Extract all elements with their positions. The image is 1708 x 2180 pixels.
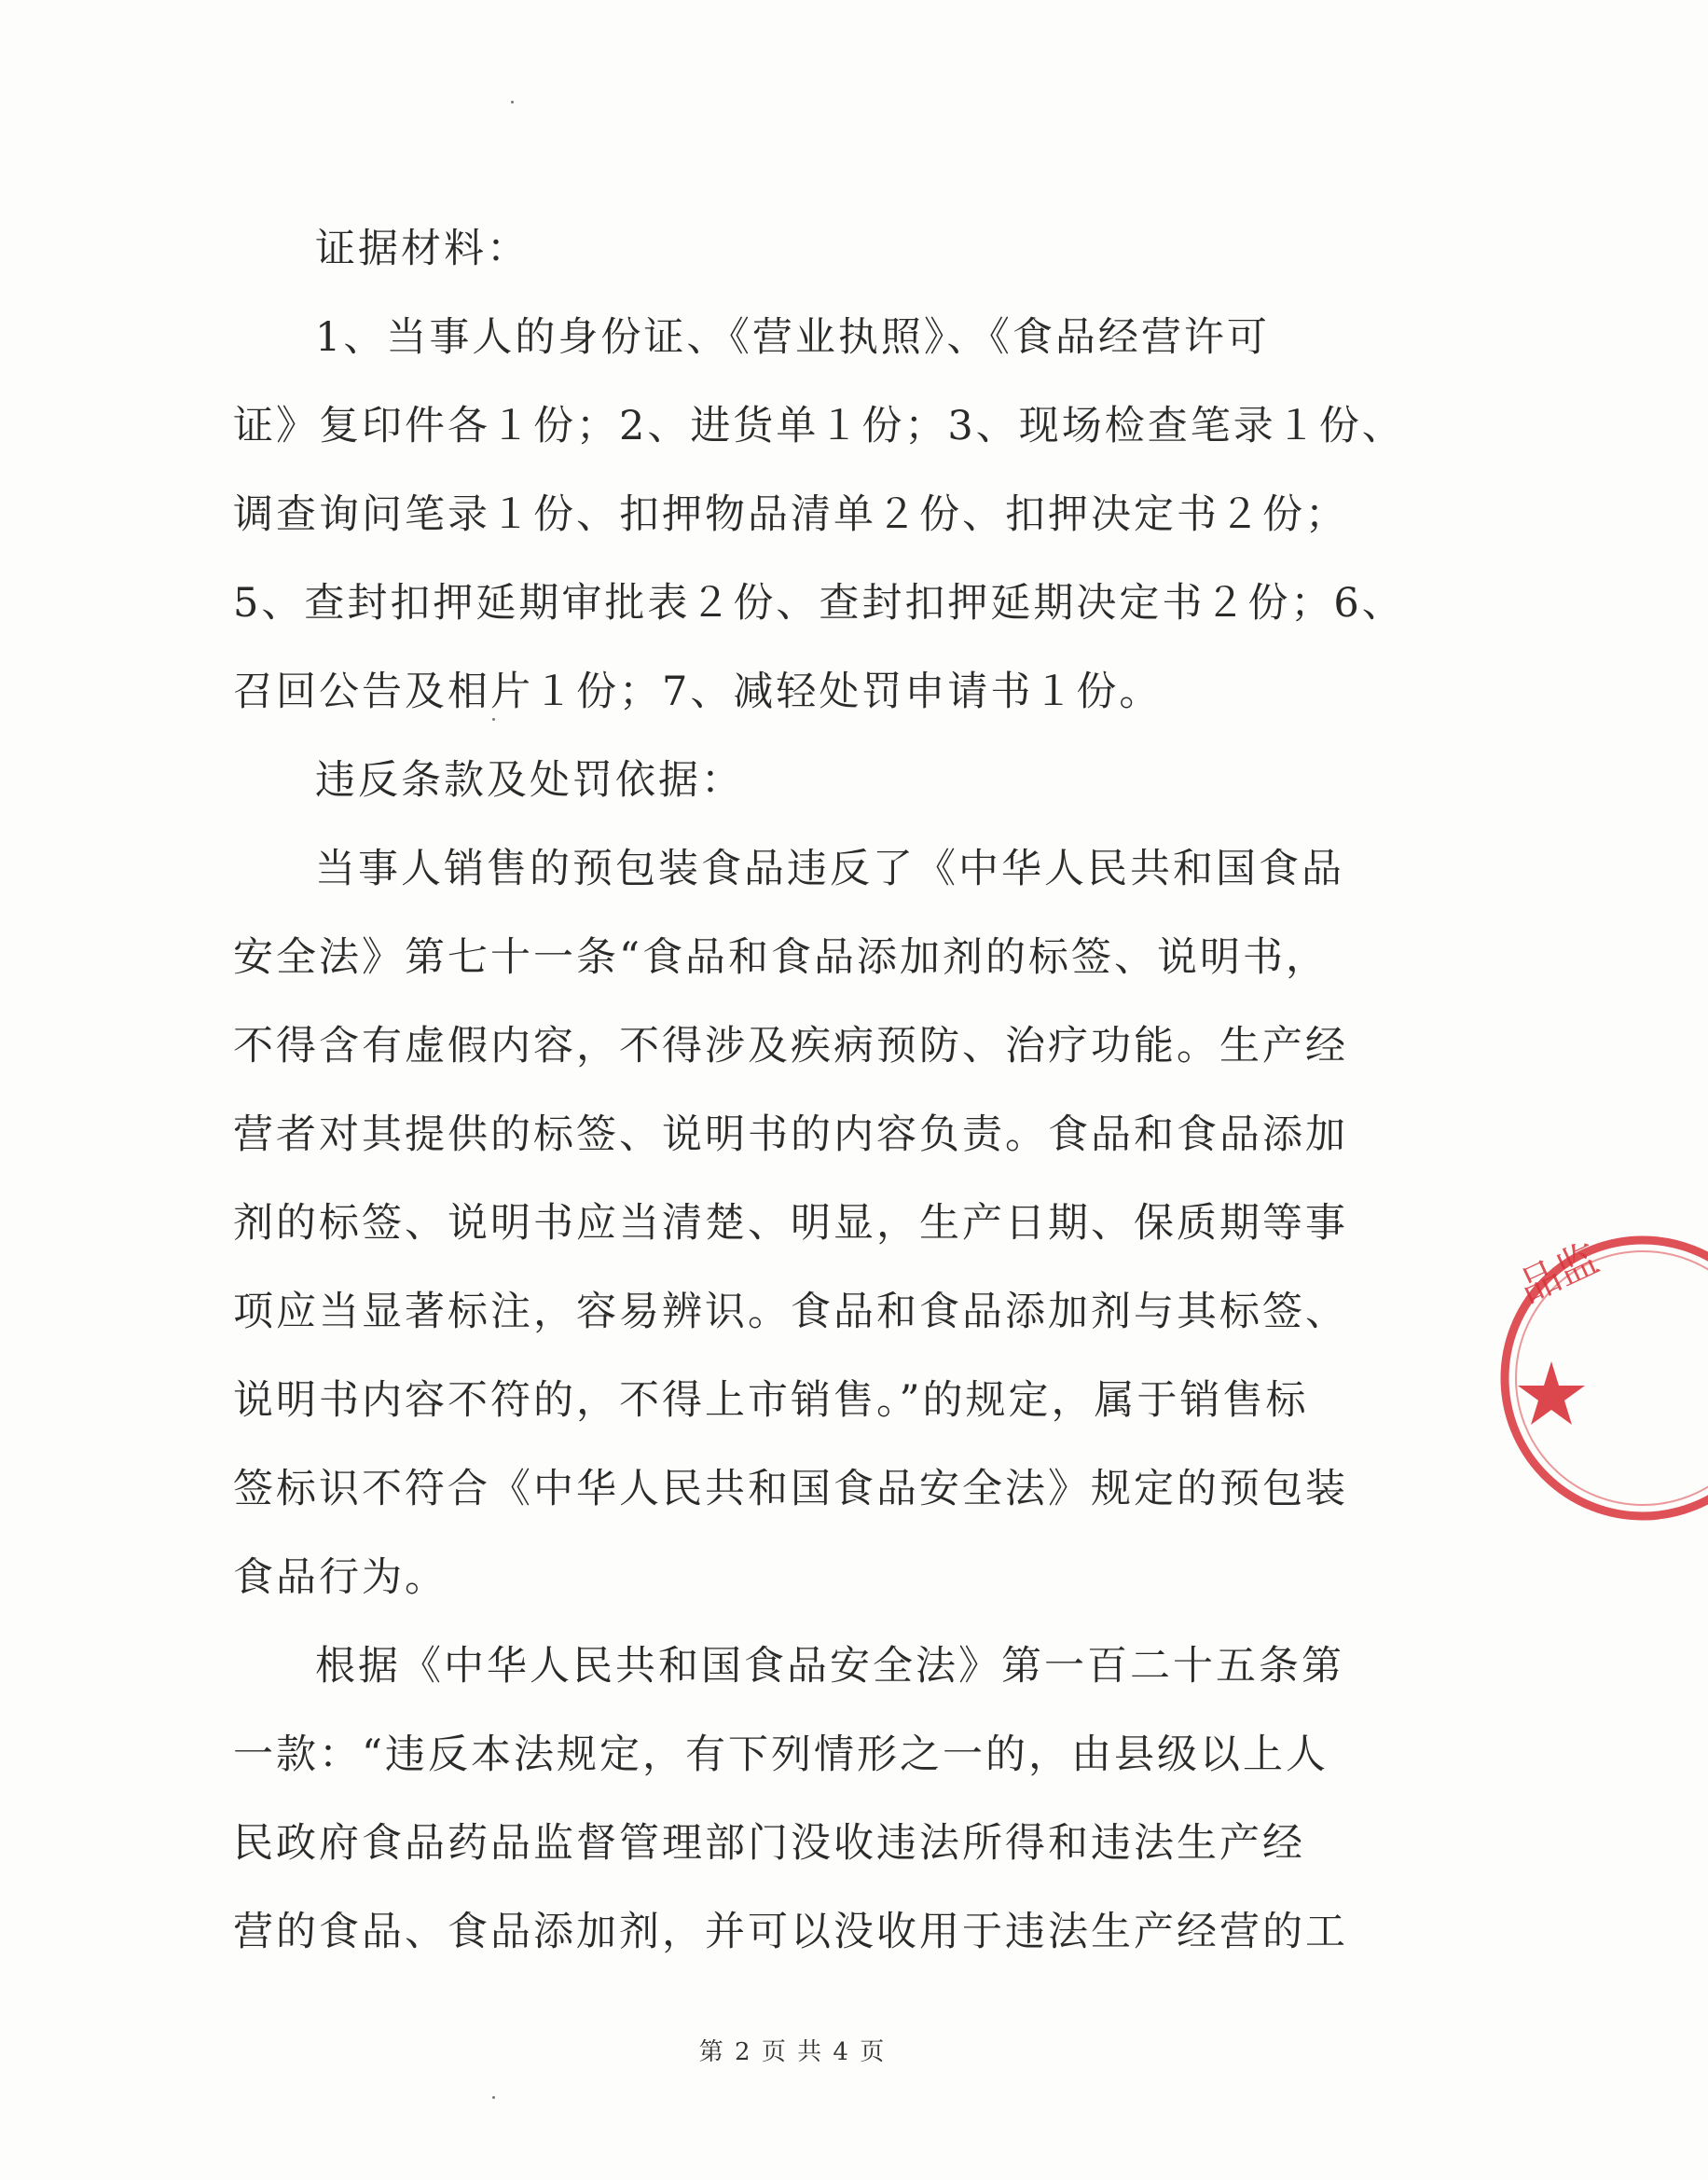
paragraph-line: 说明书内容不符的，不得上市销售。”的规定，属于销售标 <box>233 1377 1309 1424</box>
section-heading-violation: 违反条款及处罚依据： <box>315 757 744 804</box>
seal-text: 品监 <box>1511 1235 1606 1313</box>
paragraph-line: 民政府食品药品监督管理部门没收违法所得和违法生产经 <box>233 1820 1305 1867</box>
seal-star-icon <box>1518 1361 1585 1425</box>
scan-speck <box>511 101 514 103</box>
document-body <box>233 205 1405 1977</box>
scan-speck <box>492 718 495 721</box>
paragraph-line: 不得含有虚假内容，不得涉及疾病预防、治疗功能。生产经 <box>233 1023 1348 1069</box>
paragraph-line: 证》复印件各１份；2、进货单１份；3、现场检查笔录１份、 <box>233 403 1405 449</box>
paragraph-line: 剂的标签、说明书应当清楚、明显，生产日期、保质期等事 <box>233 1200 1348 1247</box>
paragraph-line: 当事人销售的预包装食品违反了《中华人民共和国食品 <box>315 846 1344 892</box>
paragraph-line: 1、当事人的身份证、《营业执照》、《食品经营许可 <box>315 314 1270 361</box>
paragraph-line: 营者对其提供的标签、说明书的内容负责。食品和食品添加 <box>233 1111 1348 1158</box>
scan-speck <box>492 2096 495 2099</box>
paragraph-line: 安全法》第七十一条“食品和食品添加剂的标签、说明书， <box>233 934 1329 981</box>
paragraph-line: 一款：“违反本法规定，有下列情形之一的，由县级以上人 <box>233 1732 1329 1778</box>
paragraph-line: 5、查封扣押延期审批表２份、查封扣押延期决定书２份；6、 <box>233 580 1405 627</box>
paragraph-line: 调查询问笔录１份、扣押物品清单２份、扣押决定书２份； <box>233 491 1348 538</box>
paragraph-line: 营的食品、食品添加剂，并可以没收用于违法生产经营的工 <box>233 1909 1348 1955</box>
section-heading-evidence: 证据材料： <box>315 226 530 272</box>
paragraph-line: 根据《中华人民共和国食品安全法》第一百二十五条第 <box>315 1643 1344 1690</box>
paragraph-line: 签标识不符合《中华人民共和国食品安全法》规定的预包装 <box>233 1466 1348 1512</box>
page-footer: 第 2 页 共 4 页 <box>698 2038 887 2066</box>
official-seal-stamp <box>1503 1221 1708 1538</box>
paragraph-line: 食品行为。 <box>233 1554 448 1601</box>
paragraph-line: 项应当显著标注，容易辨识。食品和食品添加剂与其标签、 <box>233 1289 1348 1335</box>
paragraph-line: 召回公告及相片１份；7、减轻处罚申请书１份。 <box>233 669 1163 715</box>
